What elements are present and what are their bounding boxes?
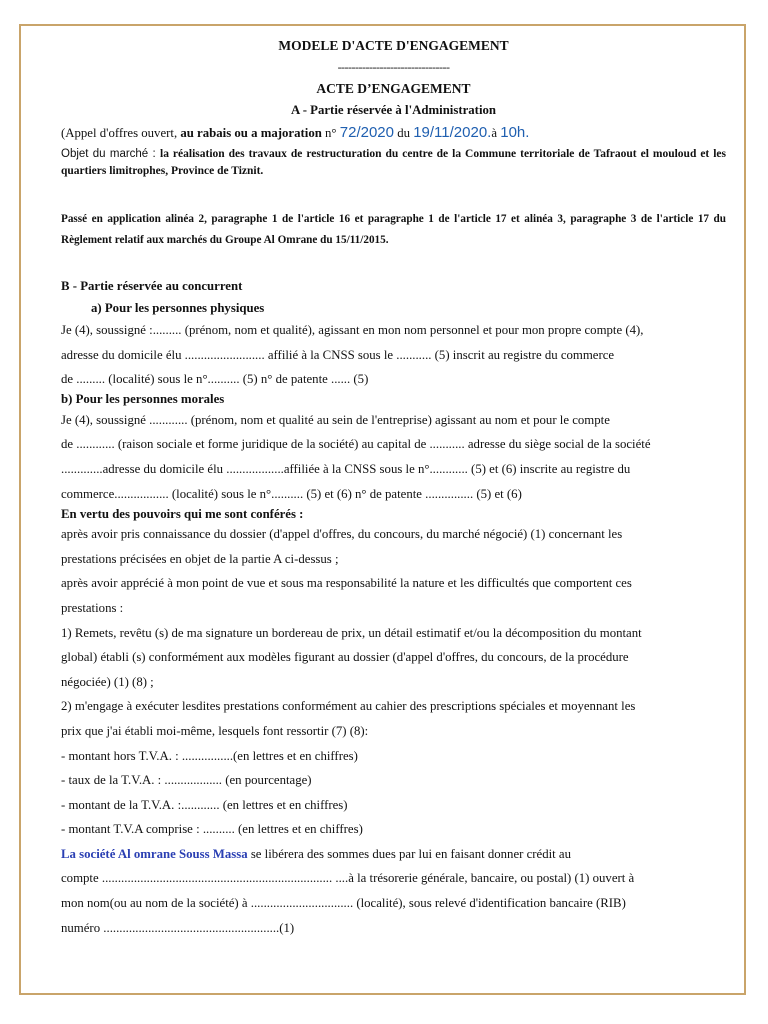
final-line: numéro .......................................................(1) [61, 920, 295, 935]
appel-numero-label: n° [325, 126, 337, 140]
appel-prefix: (Appel d'offres ouvert, [61, 126, 178, 140]
body-line: - taux de la T.V.A. : .................. (en pourcentage) [61, 773, 312, 788]
objet-paragraph [61, 145, 726, 179]
section-b-heading: B - Partie réservée au concurrent [61, 279, 243, 293]
document-content [61, 38, 726, 940]
physiques-heading: a) Pour les personnes physiques [91, 301, 265, 315]
appel-numero: 72/2020 [339, 124, 394, 141]
morales-heading: b) Pour les personnes morales [61, 391, 225, 406]
physiques-line: adresse du domicile élu ......................... affilié à la CNSS sous le ........... (5) inscrit au registre du commerce [61, 347, 615, 362]
body-line: 1) Remets, revêtu (s) de ma signature un bordereau de prix, un détail estimatif et/ou la décomposition du montant [61, 625, 642, 640]
appel-heure: 10h. [500, 124, 530, 141]
body-line: prestations : [61, 600, 124, 615]
appel-date: 19/11/2020. [413, 124, 492, 141]
passe-paragraph: Passé en application alinéa 2, paragraphe 1 de l'article 16 et paragraphe 1 de l'article 17 et alinéa 3, paragraphe 3 de l'article 17 du Règlement relatif aux marchés du Groupe Al Omrane du 15/11/2015. [61, 213, 726, 246]
body-line: global) établi (s) conformément aux modèles figurant au dossier (d'appel d'offres, du concours, de la procédure [61, 650, 629, 665]
morales-line: de ............ (raison sociale et forme juridique de la société) au capital de ........... adresse du siège social de la société [61, 437, 651, 452]
objet-text: la réalisation des travaux de restructuration du centre de la Commune territoriale de Tafraout el mouloud et les quartiers limitrophes, Province de Tiznit. [61, 148, 726, 177]
pouvoirs-heading: En vertu des pouvoirs qui me sont conférés : [61, 507, 304, 522]
morales-line: Je (4), soussigné ............ (prénom, nom et qualité au sein de l'entreprise) agissant au nom et pour le compte [61, 412, 610, 427]
appel-line [61, 124, 726, 141]
appel-a: à [491, 126, 498, 140]
document-subtitle: ACTE D’ENGAGEMENT [316, 81, 471, 96]
company-line [61, 842, 726, 867]
body-block [61, 522, 726, 940]
company-name: La société Al omrane Souss Massa [61, 846, 248, 861]
appel-du: du [397, 126, 410, 140]
section-a-heading: A - Partie réservée à l'Administration [290, 103, 497, 117]
body-line: négociée) (1) (8) ; [61, 674, 154, 689]
company-rest: se libérera des sommes dues par lui en faisant donner crédit au [247, 846, 571, 861]
document-page [19, 24, 746, 995]
body-line: - montant de la T.V.A. :............ (en lettres et en chiffres) [61, 797, 348, 812]
physiques-line: de ......... (localité) sous le n°.......... (5) n° de patente ...... (5) [61, 372, 369, 387]
body-line: prestations précisées en objet de la partie A ci-dessus ; [61, 551, 339, 566]
body-line: - montant hors T.V.A. : ................(en lettres et en chiffres) [61, 748, 358, 763]
final-line: compte ........................................................................ ....à la trésorerie générale, bancaire, ou postal) (1) ouvert à [61, 871, 635, 886]
morales-line: .............adresse du domicile élu ..................affiliée à la CNSS sous le n°............ (5) et (6) inscrite au registre du [61, 461, 631, 476]
objet-label: Objet du marché : [61, 148, 156, 160]
final-line: mon nom(ou au nom de la société) à ................................ (localité), sous relevé d'identification bancaire (RIB) [61, 896, 626, 911]
body-line: - montant T.V.A comprise : .......... (en lettres et en chiffres) [61, 822, 363, 837]
document-title: MODELE D'ACTE D'ENGAGEMENT [278, 38, 509, 53]
body-line: après avoir pris connaissance du dossier (d'appel d'offres, du concours, du marché négocié) (1) concernant les [61, 527, 623, 542]
body-line: 2) m'engage à exécuter lesdites prestations conformément au cahier des prescriptions spéciales et moyennant les [61, 699, 636, 714]
physiques-line: Je (4), soussigné :......... (prénom, nom et qualité), agissant en mon nom personnel et pour mon propre compte (4), [61, 323, 644, 337]
appel-bold: au rabais ou a majoration [180, 126, 322, 140]
physiques-block [61, 318, 726, 392]
body-line: prix que j'ai établi moi-même, lesquels font ressortir (7) (8): [61, 723, 369, 738]
title-separator: -------------------------------- [337, 60, 450, 74]
morales-line: commerce................. (localité) sous le n°.......... (5) et (6) n° de patente ............... (5) et (6) [61, 486, 522, 501]
body-line: après avoir apprécié à mon point de vue et sous ma responsabilité la nature et les difficultés que comportent ces [61, 576, 632, 591]
morales-block [61, 408, 726, 506]
